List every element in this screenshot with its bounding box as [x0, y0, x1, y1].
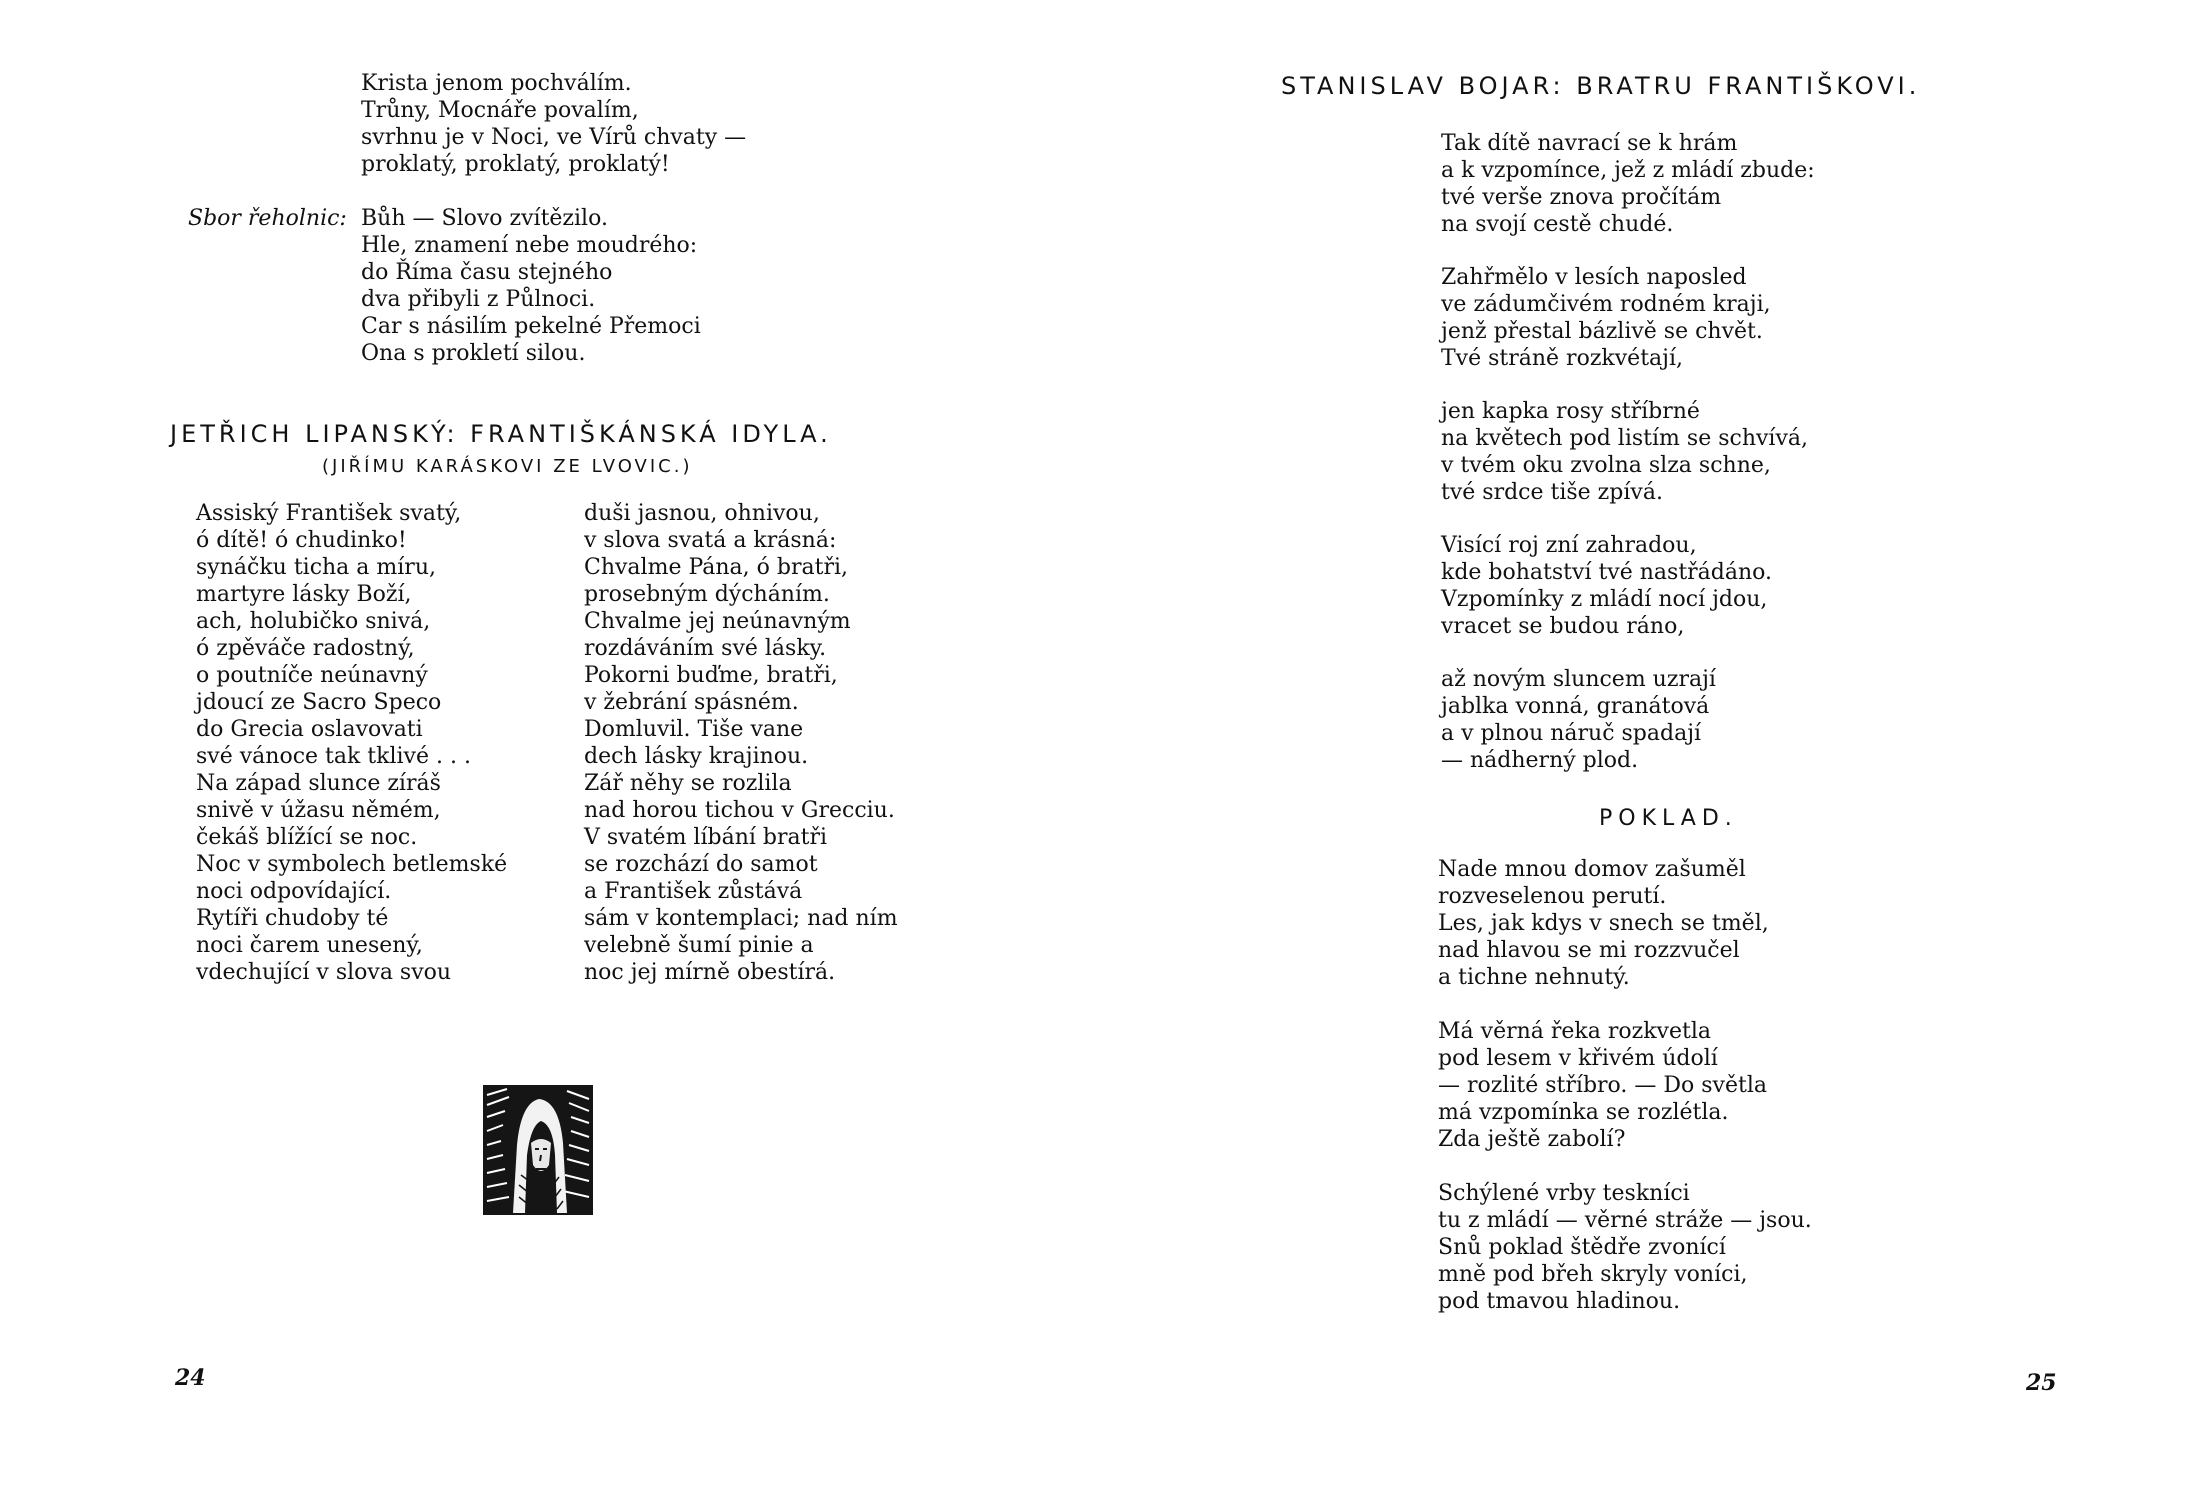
verse-line: Má věrná řeka rozkvetla	[1438, 1019, 1711, 1044]
verse-line: Visící roj zní zahradou,	[1441, 533, 1697, 558]
verse-line: ach, holubičko snivá,	[196, 609, 431, 634]
verse-line: se rozchází do samot	[584, 852, 818, 877]
verse-line: noci odpovídající.	[196, 879, 392, 904]
page-number: 24	[175, 1365, 206, 1391]
opening-verse	[361, 70, 746, 178]
verse-line: — nádherný plod.	[1441, 748, 1639, 773]
verse-line: a v plnou náruč spadají	[1441, 721, 1702, 746]
verse-line: Tak dítě navrací se k hrám	[1441, 131, 1738, 156]
verse-line: jablka vonná, granátová	[1441, 694, 1710, 719]
verse-line: pod tmavou hladinou.	[1438, 1289, 1681, 1314]
stanza	[1441, 532, 1772, 640]
verse-line: sám v kontemplaci; nad ním	[584, 906, 898, 931]
verse-line: Rytíři chudoby té	[196, 906, 389, 931]
verse-line: Trůny, Mocnáře povalím,	[361, 98, 639, 123]
verse-line: dva přibyli z Půlnoci.	[361, 287, 596, 312]
verse-line: nad hlavou se mi rozzvučel	[1438, 938, 1740, 963]
verse-line: Nade mnou domov zašuměl	[1438, 857, 1746, 882]
verse-line: rozdáváním své lásky.	[584, 636, 827, 661]
verse-line: Hle, znamení nebe moudrého:	[361, 233, 698, 258]
verse-line: v tvém oku zvolna slza schne,	[1441, 453, 1771, 478]
verse-line: Vzpomínky z mládí nocí jdou,	[1441, 587, 1768, 612]
verse-line: Domluvil. Tiše vane	[584, 717, 804, 742]
verse-line: vdechující v slova svou	[196, 960, 452, 985]
verse-line: mně pod břeh skryly voníci,	[1438, 1262, 1748, 1287]
verse-line: prosebným dýcháním.	[584, 582, 830, 607]
verse-line: tvé srdce tiše zpívá.	[1441, 480, 1663, 505]
verse-line: Krista jenom pochválím.	[361, 71, 632, 96]
verse-line: kde bohatství tvé nastřádáno.	[1441, 560, 1773, 585]
verse-line: a k vzpomínce, jež z mládí zbude:	[1441, 158, 1815, 183]
chorus-verse	[361, 205, 701, 367]
verse-line: noc jej mírně obestírá.	[584, 960, 836, 985]
stanza	[1441, 666, 1716, 774]
stanza	[1438, 856, 1769, 991]
verse-line: snivě v úžasu němém,	[196, 798, 441, 823]
verse-line: Na západ slunce zíráš	[196, 771, 441, 796]
verse-line: proklatý, proklatý, proklatý!	[361, 152, 670, 177]
verse-line: V svatém líbání bratři	[584, 825, 828, 850]
verse-line: Tvé stráně rozkvétají,	[1441, 346, 1683, 371]
verse-line: Noc v symbolech betlemské	[196, 852, 508, 877]
verse-line: Bůh — Slovo zvítězilo.	[361, 206, 608, 231]
verse-line: ó zpěváče radostný,	[196, 636, 415, 661]
verse-line: na svojí cestě chudé.	[1441, 212, 1674, 237]
verse-line: dech lásky krajinou.	[584, 744, 809, 769]
verse-line: pod lesem v křivém údolí	[1438, 1046, 1718, 1071]
verse-line: Schýlené vrby teskníci	[1438, 1181, 1690, 1206]
verse-line: ve zádumčivém rodném kraji,	[1441, 292, 1771, 317]
verse-line: Snů poklad štědře zvonící	[1438, 1235, 1726, 1260]
poem-title: JETŘICH LIPANSKÝ: FRANTIŠKÁNSKÁ IDYLA.	[170, 420, 832, 448]
verse-line: — rozlité stříbro. — Do světla	[1438, 1073, 1768, 1098]
verse-line: své vánoce tak tklivé . . .	[196, 744, 471, 769]
verse-line: a František zůstává	[584, 879, 803, 904]
verse-line: rozveselenou perutí.	[1438, 884, 1667, 909]
verse-line: do Grecia oslavovati	[196, 717, 423, 742]
verse-line: martyre lásky Boží,	[196, 582, 412, 607]
verse-line: čekáš blížící se noc.	[196, 825, 418, 850]
poem-dedication: (JIŘÍMU KARÁSKOVI ZE LVOVIC.)	[322, 456, 693, 477]
verse-line: má vzpomínka se rozlétla.	[1438, 1100, 1729, 1125]
verse-line: až novým sluncem uzrají	[1441, 667, 1716, 692]
stanza	[1441, 130, 1815, 238]
stanza	[1441, 264, 1771, 372]
stanza	[1441, 398, 1808, 506]
verse-line: Ona s prokletí silou.	[361, 341, 586, 366]
verse-line: jenž přestal bázlivě se chvět.	[1441, 319, 1763, 344]
chorus-speaker: Sbor řeholnic:	[188, 206, 347, 231]
verse-line: v žebrání spásném.	[584, 690, 799, 715]
poem-column-1	[196, 500, 507, 986]
verse-line: Les, jak kdys v snech se tměl,	[1438, 911, 1769, 936]
verse-line: Zda ještě zabolí?	[1438, 1127, 1626, 1152]
woodcut-image	[483, 1085, 593, 1219]
verse-line: Zahřmělo v lesích naposled	[1441, 265, 1747, 290]
poem-title: STANISLAV BOJAR: BRATRU FRANTIŠKOVI.	[1281, 72, 1921, 100]
verse-line: a tichne nehnutý.	[1438, 965, 1630, 990]
poem-column-2	[584, 500, 898, 986]
verse-line: o poutníče neúnavný	[196, 663, 428, 688]
verse-line: jdoucí ze Sacro Speco	[196, 690, 442, 715]
verse-line: Chvalme Pána, ó bratři,	[584, 555, 848, 580]
verse-line: tu z mládí — věrné stráže — jsou.	[1438, 1208, 1812, 1233]
verse-line: v slova svatá a krásná:	[584, 528, 837, 553]
verse-line: do Říma času stejného	[361, 260, 613, 285]
verse-line: synáčku ticha a míru,	[196, 555, 436, 580]
poem-title: POKLAD.	[1599, 806, 1738, 831]
page-number: 25	[2026, 1370, 2057, 1396]
verse-line: Car s násilím pekelné Přemoci	[361, 314, 701, 339]
verse-line: svrhnu je v Noci, ve Vírů chvaty —	[361, 125, 747, 150]
verse-line: jen kapka rosy stříbrné	[1441, 399, 1700, 424]
stanza	[1438, 1180, 1812, 1315]
verse-line: Zář něhy se rozlila	[584, 771, 792, 796]
hooded-monk-icon	[483, 1085, 593, 1215]
stanza	[1438, 1018, 1767, 1153]
verse-line: duši jasnou, ohnivou,	[584, 501, 820, 526]
verse-line: Assiský František svatý,	[196, 501, 462, 526]
verse-line: velebně šumí pinie a	[584, 933, 814, 958]
verse-line: ó dítě! ó chudinko!	[196, 528, 407, 553]
right-page	[1101, 0, 2202, 1500]
verse-line: noci čarem unesený,	[196, 933, 423, 958]
verse-line: Pokorni buďme, bratři,	[584, 663, 838, 688]
verse-line: tvé verše znova pročítám	[1441, 185, 1722, 210]
verse-line: Chvalme jej neúnavným	[584, 609, 851, 634]
verse-line: na květech pod listím se schvívá,	[1441, 426, 1808, 451]
verse-line: nad horou tichou v Grecciu.	[584, 798, 895, 823]
verse-line: vracet se budou ráno,	[1441, 614, 1685, 639]
